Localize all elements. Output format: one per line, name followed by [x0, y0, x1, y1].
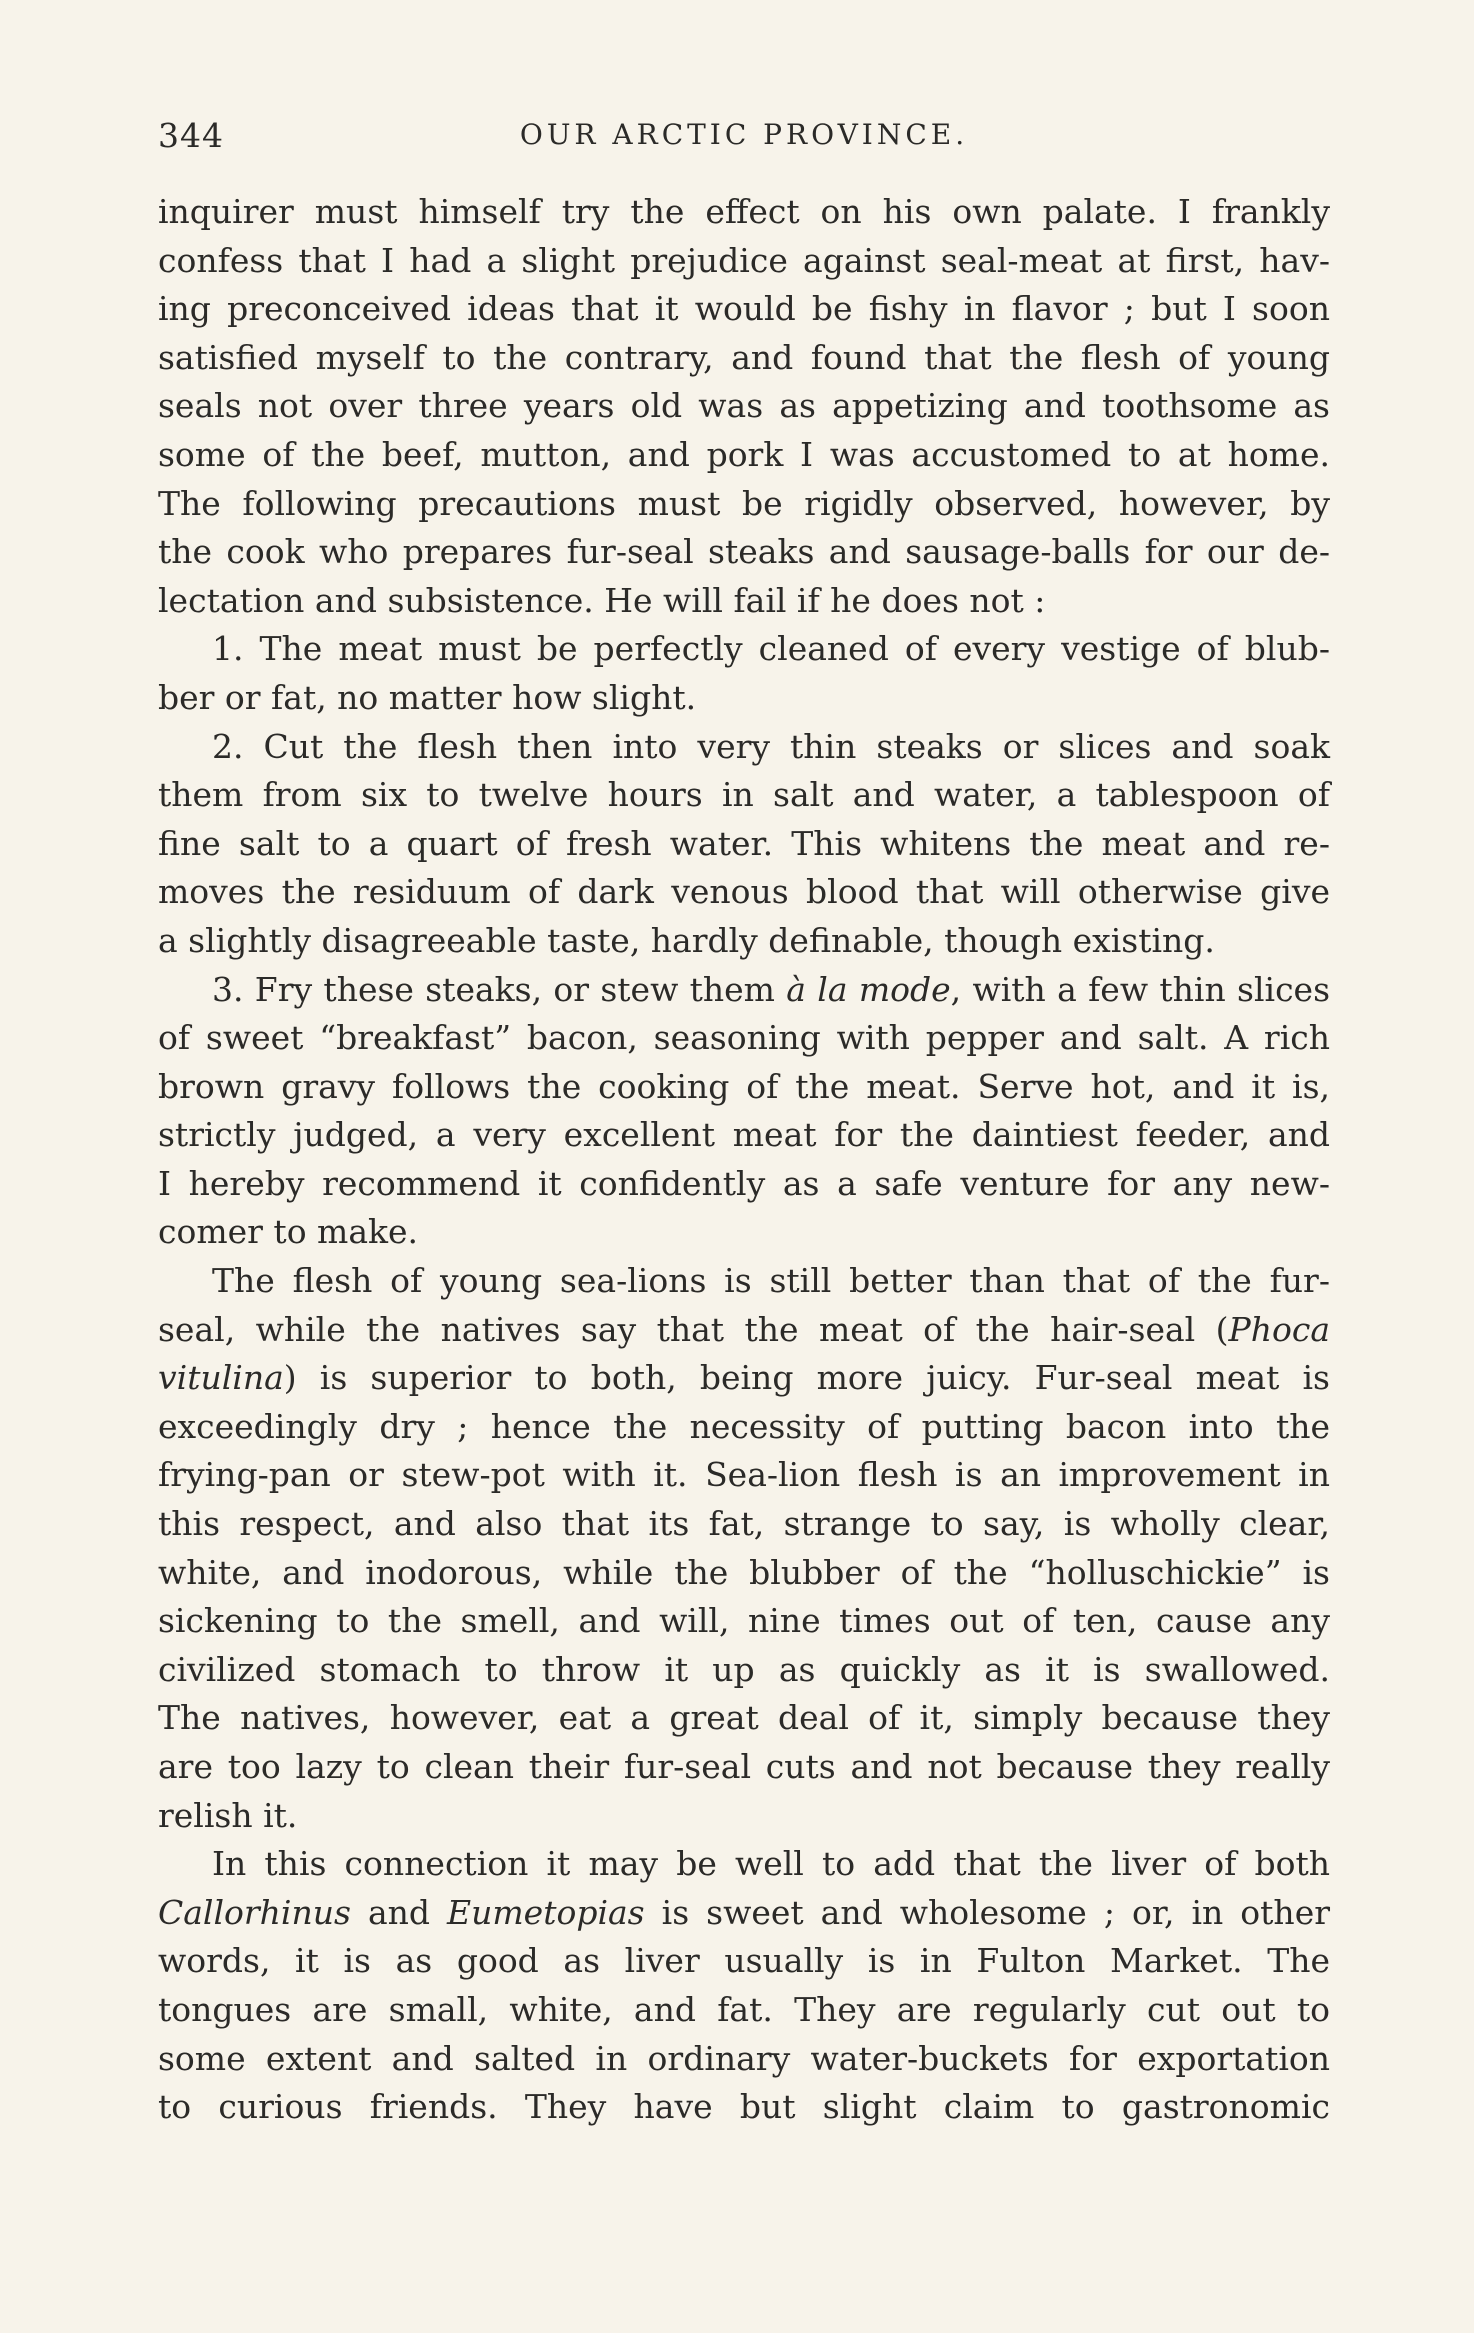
- text-line: them from six to twelve hours in salt and water, a tablespoon of: [158, 775, 1330, 815]
- text-line: ing preconceived ideas that it would be fishy in flavor ; but I soon: [158, 289, 1330, 329]
- text-line: Callorhinus and Eumetopias is sweet and wholesome ; or, in other: [158, 1892, 1330, 1932]
- text-line: this respect, and also that its fat, strange to say, is wholly clear,: [158, 1504, 1330, 1544]
- text-line: 2. Cut the flesh then into very thin steaks or slices and soak: [212, 726, 1330, 766]
- text-line: exceedingly dry ; hence the necessity of putting bacon into the: [158, 1406, 1330, 1446]
- running-head: OUR ARCTIC PROVINCE.: [519, 118, 969, 151]
- text-line: some of the beef, mutton, and pork I was accustomed to at home.: [158, 434, 1330, 474]
- text-line: satisfied myself to the contrary, and found that the flesh of young: [158, 337, 1330, 377]
- text-line: fine salt to a quart of fresh water. This whitens the meat and re-: [158, 823, 1330, 863]
- body-text: [158, 188, 1330, 2132]
- italic-species-name: vitulina: [158, 1358, 284, 1398]
- italic-genus-name: Callorhinus: [158, 1892, 351, 1932]
- text-line: The natives, however, eat a great deal of it, simply because they: [158, 1698, 1330, 1738]
- text-line: words, it is as good as liver usually is in Fulton Market. The: [158, 1941, 1330, 1981]
- text-line: seal, while the natives say that the meat of the hair-seal (Phoca: [158, 1309, 1330, 1349]
- text-line: 1. The meat must be perfectly cleaned of every vestige of blub-: [212, 629, 1330, 669]
- text-line: are too lazy to clean their fur-seal cuts and not because they really: [158, 1747, 1330, 1786]
- text-line: relish it.: [158, 1795, 298, 1835]
- text-line: the cook who prepares fur-seal steaks and sausage-balls for our de-: [158, 532, 1330, 572]
- text-line: sickening to the smell, and will, nine times out of ten, cause any: [158, 1601, 1330, 1641]
- page-number: 344: [158, 116, 224, 155]
- text-line: confess that I had a slight prejudice against seal-meat at first, hav-: [158, 240, 1330, 280]
- text-line: brown gravy follows the cooking of the meat. Serve hot, and it is,: [158, 1066, 1330, 1106]
- text-line: comer to make.: [158, 1212, 419, 1252]
- text-line: to curious friends. They have but slight claim to gastronomic: [158, 2087, 1330, 2127]
- text-line: The following precautions must be rigidly observed, however, by: [158, 483, 1330, 523]
- italic-species-name: Phoca: [1228, 1309, 1330, 1349]
- text-line: inquirer must himself try the effect on his own palate. I frankly: [158, 192, 1330, 231]
- text-line: civilized stomach to throw it up as quickly as it is swallowed.: [158, 1649, 1330, 1689]
- text-line: a slightly disagreeable taste, hardly definable, though existing.: [158, 920, 1215, 960]
- text-line: frying-pan or stew-pot with it. Sea-lion flesh is an improvement in: [158, 1455, 1330, 1495]
- text-line: lectation and subsistence. He will fail if he does not :: [158, 580, 1046, 620]
- text-line: 3. Fry these steaks, or stew them à la mode, with a few thin slices: [212, 969, 1331, 1009]
- text-line: seals not over three years old was as appetizing and toothsome as: [158, 386, 1330, 426]
- text-line: moves the residuum of dark venous blood that will otherwise give: [158, 872, 1330, 912]
- text-line: I hereby recommend it confidently as a safe venture for any new-: [158, 1163, 1330, 1203]
- text-line: The flesh of young sea-lions is still better than that of the fur-: [212, 1261, 1330, 1301]
- page-header: [158, 116, 1330, 166]
- text-line: strictly judged, a very excellent meat for the daintiest feeder, and: [158, 1115, 1330, 1155]
- text-line: tongues are small, white, and fat. They are regularly cut out to: [158, 1989, 1330, 2029]
- text-line: ber or fat, no matter how slight.: [158, 677, 697, 717]
- text-line: In this connection it may be well to add that the liver of both: [212, 1844, 1330, 1884]
- text-line: some extent and salted in ordinary water-buckets for exportation: [158, 2038, 1330, 2078]
- text-line: white, and inodorous, while the blubber of the “holluschickie” is: [158, 1552, 1330, 1592]
- italic-phrase: à la mode: [786, 969, 951, 1009]
- italic-genus-name: Eumetopias: [447, 1892, 645, 1932]
- text-line: vitulina) is superior to both, being more juicy. Fur-seal meat is: [158, 1358, 1330, 1398]
- text-line: of sweet “breakfast” bacon, seasoning with pepper and salt. A rich: [158, 1018, 1330, 1058]
